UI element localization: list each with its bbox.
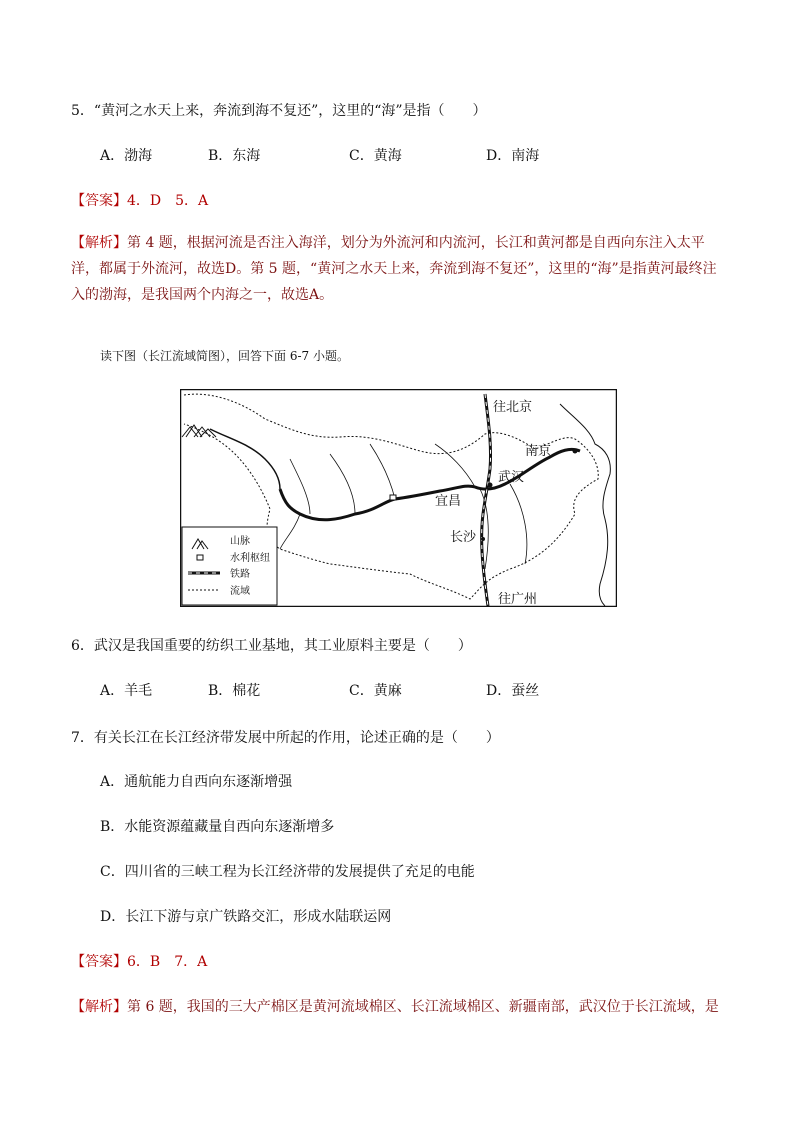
answer-block-2 — [71, 952, 207, 972]
question-6-stem: 6．武汉是我国重要的纺织工业基地，其工业原料主要是（ ） — [71, 638, 472, 654]
label-nanjing: 南京 — [525, 444, 552, 459]
nanjing-dot — [573, 449, 578, 454]
q7-option-d: D．长江下游与京广铁路交汇，形成水陆联运网 — [100, 909, 392, 925]
answer-text: 4．D 5．A — [127, 193, 209, 209]
analysis-text: 第 6 题，我国的三大产棉区是黄河流域棉区、长江流域棉区、新疆南部，武汉位于长江流域，是 — [127, 999, 719, 1015]
legend-mountain-label: 山脉 — [230, 536, 250, 547]
hydro-station-icon — [390, 495, 396, 500]
answer-tag: 【答案】 — [71, 954, 127, 970]
q5-option-b: B．东海 — [208, 148, 261, 164]
legend-hydro-label: 水利枢纽 — [230, 553, 270, 564]
q7-option-a: A．通航能力自西向东逐渐增强 — [100, 774, 293, 790]
map-legend — [182, 527, 277, 605]
analysis-text: 第 4 题，根据河流是否注入海洋，划分为外流河和内流河，长江和黄河都是自西向东注入太平洋，都属于外流河，故选D。第 5 题，“黄河之水天上来，奔流到海不复还”，这里的“海”是指黄河最终注入的渤海，是我国两个内海之一，故选A。 — [71, 235, 717, 303]
q5-option-a: A．渤海 — [100, 148, 153, 164]
q5-option-d: D．南海 — [486, 148, 540, 164]
answer-text: 6．B 7．A — [127, 954, 208, 970]
label-guangzhou: 往广州 — [498, 592, 538, 607]
changsha-dot — [481, 537, 485, 541]
legend-basin-label: 流域 — [230, 586, 250, 597]
label-wuhan: 武汉 — [498, 470, 525, 485]
label-yichang: 宜昌 — [435, 494, 462, 509]
q6-option-a: A．羊毛 — [100, 683, 153, 699]
question-5-stem: 5．“黄河之水天上来，奔流到海不复还”，这里的“海”是指（ ） — [71, 103, 487, 119]
q7-option-b: B．水能资源蕴藏量自西向东逐渐增多 — [100, 819, 335, 835]
answer-tag: 【答案】 — [71, 193, 127, 209]
legend-railway-label: 铁路 — [230, 569, 250, 580]
analysis-block-1 — [71, 230, 721, 308]
answer-block-1 — [71, 191, 208, 211]
question-7-stem: 7．有关长江在长江经济带发展中所起的作用，论述正确的是（ ） — [71, 730, 500, 746]
yangtze-basin-map — [180, 389, 617, 607]
q5-option-c: C．黄海 — [349, 148, 402, 164]
label-changsha: 长沙 — [450, 530, 477, 545]
q6-option-d: D．蚕丝 — [486, 683, 540, 699]
label-beijing: 往北京 — [493, 400, 533, 415]
analysis-tag: 【解析】 — [71, 999, 127, 1015]
legend-hydro-icon — [197, 555, 203, 560]
analysis-block-2 — [71, 994, 721, 1020]
q6-option-b: B．棉花 — [208, 683, 261, 699]
wuhan-dot — [488, 483, 493, 488]
map-intro: 读下图（长江流域简图），回答下面 6-7 小题。 — [100, 349, 349, 363]
map-svg — [180, 389, 617, 607]
q7-option-c: C．四川省的三峡工程为长江经济带的发展提供了充足的电能 — [100, 864, 475, 880]
q6-option-c: C．黄麻 — [349, 683, 402, 699]
analysis-tag: 【解析】 — [71, 235, 127, 251]
